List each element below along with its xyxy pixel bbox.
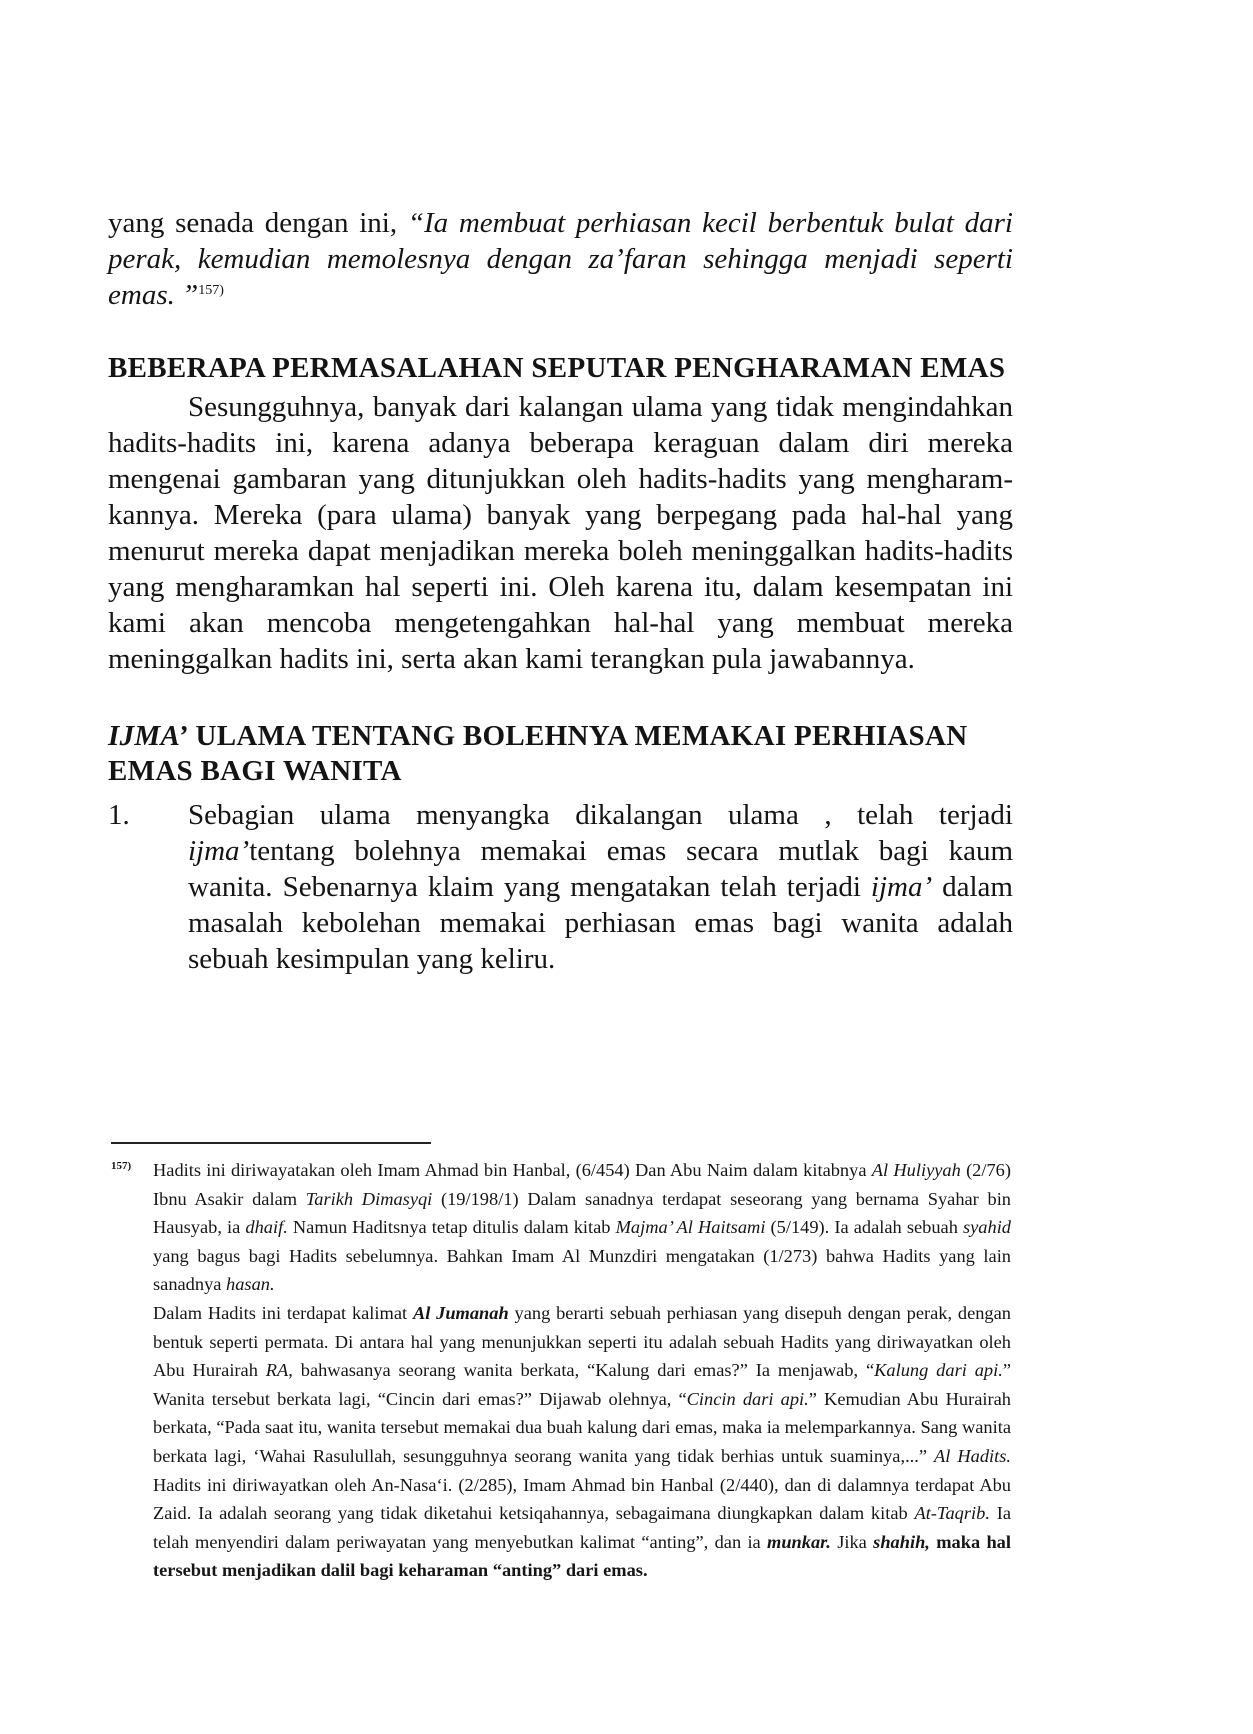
footnote-divider bbox=[111, 1142, 431, 1144]
fn-text: yang bagus bagi Hadits sebelumnya. Bahkan Imam Al Munzdiri mengatakan (1/273) bahwa Hadits yang lain sanadnya bbox=[153, 1245, 1011, 1295]
footnote-mark: 157) bbox=[111, 1160, 132, 1172]
intro-quote: “Ia membuat perhiasan kecil berbentuk bulat dari perak, kemudian memolesnya dengan za’faran sehingga menjadi seperti emas. ” bbox=[108, 207, 1013, 311]
heading-rest: ULAMA TENTANG BOLEHNYA MEMAKAI PERHIASAN EMAS BAGI WANITA bbox=[108, 720, 968, 787]
fn-text: Dalam Hadits ini terdapat kalimat bbox=[153, 1302, 413, 1323]
fn-italic: shahih, bbox=[873, 1531, 930, 1552]
fn-italic: Al Hadits. bbox=[934, 1445, 1011, 1466]
footnote-157 bbox=[111, 1156, 1011, 1585]
section1-paragraph: Sesungguhnya, banyak dari kalangan ulama yang tidak mengindahkan hadits-hadits ini, karena adanya beberapa keraguan dalam diri mereka mengenai gambaran yang ditunjukkan oleh hadits-hadits yang mengharam-kannya. Mereka (para ulama) banyak yang berpegang pada hal-hal yang menurut mereka dapat menjadikan mereka boleh meninggalkan hadits-hadits yang mengharamkan hal seperti ini. Oleh karena itu, dalam kesempatan ini kami akan mencoba mengetengahkan hal-hal yang membuat mereka meninggalkan hadits ini, serta akan kami terangkan pula jawabannya. bbox=[108, 391, 1013, 675]
fn-italic: hasan. bbox=[226, 1274, 275, 1295]
fn-text: Ia telah menyendiri dalam periwayatan yang menyebutkan kalimat “anting”, dan ia bbox=[153, 1503, 1011, 1552]
fn-text: (19/198/1) Dalam sanadnya terdapat seseorang yang bernama Syahar bin Hausyab, ia bbox=[153, 1188, 1011, 1238]
fn-italic: Al Huliyyah bbox=[871, 1160, 961, 1180]
fn-italic: dhaif. bbox=[245, 1217, 288, 1238]
page-body bbox=[108, 205, 1013, 977]
fn-italic: RA bbox=[265, 1360, 289, 1381]
fn-text: Jika bbox=[830, 1531, 874, 1552]
fn-text: maka hal tersebut menjadikan dalil bagi keharaman “anting” dari emas. bbox=[153, 1531, 1011, 1581]
fn-italic: Majma’ Al Haitsami bbox=[615, 1217, 766, 1238]
list-text bbox=[188, 797, 1013, 977]
fn-italic: At-Taqrib. bbox=[914, 1503, 990, 1524]
list-number: 1. bbox=[108, 799, 130, 831]
section-heading-1: BEBERAPA PERMASALAHAN SEPUTAR PENGHARAMAN EMAS bbox=[108, 352, 1006, 384]
fn-text: (5/149). Ia adalah sebuah bbox=[765, 1217, 963, 1238]
intro-lead: yang senada dengan ini, bbox=[108, 207, 408, 239]
section-heading-2 bbox=[108, 719, 1013, 789]
fn-italic: syahid bbox=[962, 1217, 1011, 1238]
list-text-part: dalam masalah kebolehan memakai perhiasan emas bagi wanita adalah sebuah kesimpulan yang keliru. bbox=[188, 871, 1013, 975]
fn-text: ” Kemudian Abu Hurairah berkata, “Pada saat itu, wanita tersebut memakai dua buah kalung dari emas, maka ia melemparkannya. Sang wanita berkata lagi, ‘Wahai Rasulullah, sesungguhnya seorang wanita yang tidak berhias untuk suaminya,...” bbox=[153, 1388, 1011, 1466]
list-text-part: tentang bolehnya memakai emas secara mutlak bagi kaum wanita. Sebenarnya klaim yang mengatakan telah terjadi bbox=[188, 835, 1013, 903]
footnote-body bbox=[153, 1156, 1011, 1585]
fn-text: ” Wanita tersebut berkata lagi, “Cincin dari emas?” Dijawab olehnya, “ bbox=[153, 1360, 1011, 1409]
fn-text: Hadits ini diriwayatkan oleh An-Nasa‘i. (2/285), Imam Ahmad bin Hanbal (2/440), dan di dalamnya terdapat Abu Zaid. Ia adalah seorang yang tidak diketahui ketsiqahannya, sebagaimana diungkapkan dalam kitab bbox=[153, 1474, 1011, 1524]
fn-italic: Tarikh Dimasyqi bbox=[305, 1188, 433, 1209]
heading-ijma: IJMA’ bbox=[108, 720, 188, 752]
list-text-part: Sebagian ulama menyangka dikalangan ulama , telah terjadi bbox=[188, 799, 1013, 831]
fn-italic: Kalung dari api. bbox=[874, 1360, 1003, 1381]
intro-paragraph bbox=[108, 205, 1013, 313]
ijma-term: ijma’ bbox=[188, 835, 250, 867]
ijma-term: ijma’ bbox=[870, 871, 933, 903]
fn-text: Namun Haditsnya tetap ditulis dalam kitab bbox=[287, 1217, 616, 1238]
fn-italic: Cincin dari api. bbox=[686, 1388, 809, 1409]
footnote-paragraph-1 bbox=[153, 1156, 1011, 1299]
fn-text: , bahwasanya seorang wanita berkata, “Kalung dari emas?” Ia menjawab, “ bbox=[288, 1360, 875, 1381]
list-item bbox=[108, 797, 1013, 977]
fn-italic: munkar. bbox=[767, 1531, 831, 1552]
fn-text: Hadits ini diriwayatakan oleh Imam Ahmad bin Hanbal, (6/454) Dan Abu Naim dalam kitabnya bbox=[153, 1160, 872, 1180]
footnote-paragraph-2 bbox=[153, 1299, 1011, 1585]
footnote-ref-157: 157) bbox=[198, 283, 224, 298]
fn-text: (2/76) Ibnu Asakir dalam bbox=[153, 1160, 1012, 1209]
fn-text: yang berarti sebuah perhiasan yang disepuh dengan perak, dengan bentuk seperti permata. Di antara hal yang menunjukkan seperti itu adalah sebuah Hadits yang diriwayatkan oleh Abu Hurairah bbox=[153, 1302, 1011, 1381]
fn-italic: Al Jumanah bbox=[412, 1302, 509, 1323]
